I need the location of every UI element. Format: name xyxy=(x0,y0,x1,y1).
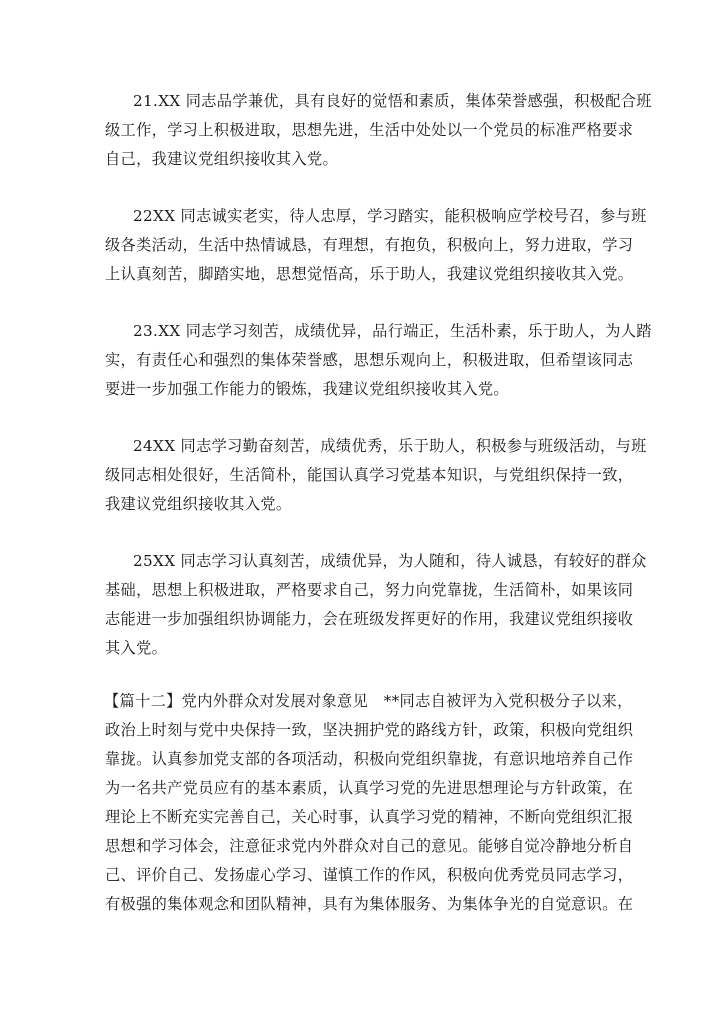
text-line: 为一名共产党员应有的基本素质，认真学习党的先进思想理论与方针政策，在 xyxy=(105,779,634,797)
text-line: 22XX 同志诚实老实，待人忠厚，学习踏实，能积极响应学校号召，参与班 xyxy=(133,207,647,225)
text-line: 有极强的集体观念和团队精神，具有为集体服务、为集体争光的自觉意识。在 xyxy=(105,895,634,913)
text-line: 上认真刻苦，脚踏实地，思想觉悟高，乐于助人，我建议党组织接收其入党。 xyxy=(105,265,634,283)
text-line: 23.XX 同志学习刻苦，成绩优异，品行端正，生活朴素，乐于助人，为人踏 xyxy=(133,322,652,340)
text-line: 25XX 同志学习认真刻苦，成绩优异，为人随和，待人诚恳，有较好的群众 xyxy=(133,552,647,570)
text-line: 级工作，学习上积极进取，思想先进，生活中处处以一个党员的标准严格要求 xyxy=(105,121,634,139)
text-line: 靠拢。认真参加党支部的各项活动，积极向党组织靠拢，有意识地培养自己作 xyxy=(105,750,634,768)
text-line: 我建议党组织接收其入党。 xyxy=(105,495,292,513)
text-line: 实，有责任心和强烈的集体荣誉感，思想乐观向上，积极进取，但希望该同志 xyxy=(105,351,634,369)
text-line: 政治上时刻与党中央保持一致，坚决拥护党的路线方针，政策，积极向党组织 xyxy=(105,721,634,739)
text-line: 24XX 同志学习勤奋刻苦，成绩优秀，乐于助人，积极参与班级活动，与班 xyxy=(133,437,647,455)
text-line: 21.XX 同志品学兼优，具有良好的觉悟和素质，集体荣誉感强，积极配合班 xyxy=(133,92,652,110)
text-line: 思想和学习体会，注意征求党内外群众对自己的意见。能够自觉冷静地分析自 xyxy=(105,837,634,855)
text-line: 自己，我建议党组织接收其入党。 xyxy=(105,150,339,168)
text-line: 其入党。 xyxy=(105,639,168,657)
text-line: 要进一步加强工作能力的锻炼，我建议党组织接收其入党。 xyxy=(105,380,509,398)
text-line: 级同志相处很好，生活简朴，能国认真学习党基本知识，与党组织保持一致， xyxy=(105,466,634,484)
section-heading-line: 【篇十二】党内外群众对发展对象意见 **同志自被评为入党积极分子以来， xyxy=(104,692,633,710)
text-line: 志能进一步加强组织协调能力，会在班级发挥更好的作用，我建议党组织接收 xyxy=(105,610,634,628)
text-line: 基础，思想上积极进取，严格要求自己，努力向党靠拢，生活简朴，如果该同 xyxy=(105,581,634,599)
text-line: 级各类活动，生活中热情诚恳，有理想，有抱负，积极向上，努力进取，学习 xyxy=(105,236,634,254)
text-line: 己、评价自己、发扬虚心学习、谨慎工作的作风，积极向优秀党员同志学习， xyxy=(105,866,634,884)
text-line: 理论上不断充实完善自己，关心时事，认真学习党的精神，不断向党组织汇报 xyxy=(105,808,634,826)
